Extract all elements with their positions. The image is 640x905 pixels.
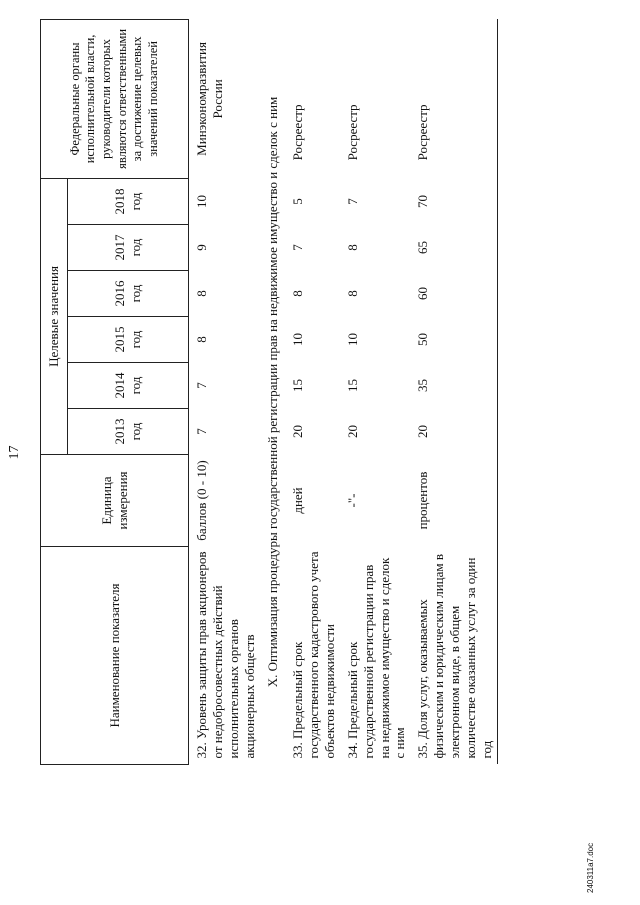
row-33-name: 33. Предельный срок государственного кадастрового учета объектов недвижимости — [290, 551, 338, 759]
row-35-value-2013: 20 — [410, 409, 497, 455]
row-32-name: 32. Уровень защиты прав акционеров от недобросовестных действий исполнительных органов акционерных обществ — [194, 551, 257, 759]
row-33-value-2014: 15 — [290, 379, 306, 392]
header-name: Наименование показателя — [41, 547, 189, 765]
row-33-value-2013: 20 — [290, 425, 306, 438]
page-number: 17 — [7, 445, 22, 460]
row-34-value-2015: 10 — [344, 333, 360, 346]
row-35-value-2015: 50 — [410, 317, 497, 363]
row-34-unit: -"- — [344, 493, 360, 508]
row-35-value-2018: 70 — [410, 178, 497, 224]
row-33-value-2018: 5 — [290, 198, 306, 205]
row-35-unit: процентов — [410, 455, 497, 547]
table-header — [41, 19, 189, 764]
row-35-value-2016: 60 — [410, 271, 497, 317]
table-row — [340, 19, 410, 764]
row-32-unit: баллов (0 - 10) — [194, 460, 209, 541]
document-reference: 240311a7.doc — [586, 842, 595, 893]
row-32-value-2015: 8 — [194, 336, 209, 343]
row-35-value-2014: 35 — [410, 363, 497, 409]
row-34-value-2017: 8 — [344, 244, 360, 251]
header-unit: Единица измерения — [41, 455, 189, 547]
row-34-value-2018: 7 — [344, 198, 360, 205]
header-year-2018: 2018 год — [68, 178, 189, 224]
row-32-value-2016: 8 — [194, 290, 209, 297]
header-year-2015: 2015 год — [68, 317, 189, 363]
row-34-name: 34. Предельный срок государственной регистрации прав на недвижимое имущество и сделок с ним — [344, 557, 408, 759]
header-year-2013: 2013 год — [68, 409, 189, 455]
row-34-value-2016: 8 — [344, 290, 360, 297]
header-authority: Федеральные органы исполнительной власти, руководители которых являются ответственными за достижение целевых значений показателей — [41, 19, 189, 178]
row-32-value-2018: 10 — [194, 194, 209, 208]
row-34-value-2014: 15 — [344, 379, 360, 392]
row-33-value-2016: 8 — [290, 290, 306, 297]
row-33-value-2017: 7 — [290, 244, 306, 251]
row-33-unit: дней — [290, 487, 306, 514]
indicator-table — [40, 19, 498, 765]
indicator-table-wrapper — [40, 20, 498, 765]
row-35-authority: Росреестр — [410, 19, 497, 178]
table-row — [189, 19, 260, 764]
row-35-value-2017: 65 — [410, 225, 497, 271]
row-33-authority: Росреестр — [290, 104, 306, 161]
row-32-authority: Минэкономразвития России — [194, 42, 225, 156]
table-row — [410, 19, 497, 764]
row-34-authority: Росреестр — [344, 104, 360, 161]
row-35-name: 35. Доля услуг, оказываемых физическим и юридическим лицам в электронном виде, в общем количестве оказанных услуг за один год — [410, 547, 497, 765]
header-target-values: Целевые значения — [41, 178, 68, 454]
row-34-value-2013: 20 — [344, 425, 360, 438]
section-heading-row — [259, 19, 285, 764]
table-row — [285, 19, 340, 764]
section-title: X. Оптимизация процедуры государственной регистрации прав на недвижимое имущество и сделок с ним — [265, 96, 281, 688]
row-32-value-2013: 7 — [194, 428, 209, 435]
header-year-2017: 2017 год — [68, 225, 189, 271]
row-32-value-2014: 7 — [194, 382, 209, 389]
header-year-2016: 2016 год — [68, 271, 189, 317]
row-33-value-2015: 10 — [290, 333, 306, 346]
header-year-2014: 2014 год — [68, 363, 189, 409]
row-32-value-2017: 9 — [194, 244, 209, 251]
